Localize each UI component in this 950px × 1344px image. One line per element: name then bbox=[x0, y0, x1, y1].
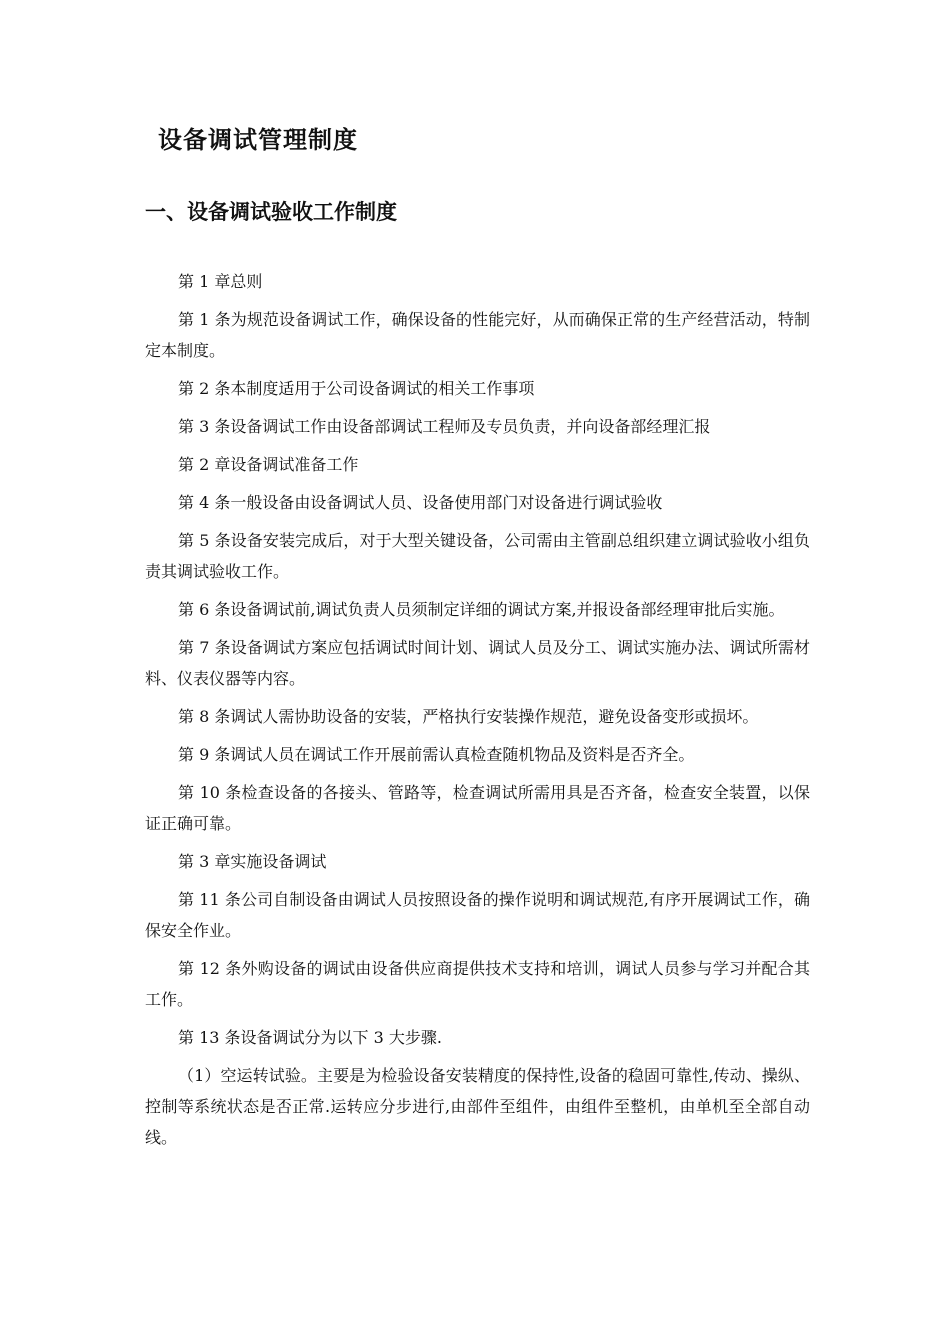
article-paragraph: 第 8 条调试人需协助设备的安装，严格执行安装操作规范，避免设备变形或损坏。 bbox=[178, 707, 759, 726]
article-paragraph: 第 5 条设备安装完成后，对于大型关键设备，公司需由主管副总组织建立调试验收小组负责其调试验收工作。 bbox=[145, 531, 810, 581]
article-paragraph: 第 11 条公司自制设备由调试人员按照设备的操作说明和调试规范,有序开展调试工作，确保安全作业。 bbox=[145, 890, 810, 940]
article-paragraph: 第 10 条检查设备的各接头、管路等，检查调试所需用具是否齐备，检查安全装置，以保证正确可靠。 bbox=[145, 783, 810, 833]
article-paragraph: 第 6 条设备调试前,调试负责人员须制定详细的调试方案,并报设备部经理审批后实施。 bbox=[178, 600, 785, 619]
chapter-heading: 第 1 章总则 bbox=[178, 272, 263, 291]
article-paragraph: 第 12 条外购设备的调试由设备供应商提供技术支持和培训，调试人员参与学习并配合其工作。 bbox=[145, 959, 810, 1009]
section-title: 一、设备调试验收工作制度 bbox=[145, 200, 397, 224]
article-paragraph: 第 9 条调试人员在调试工作开展前需认真检查随机物品及资料是否齐全。 bbox=[178, 745, 695, 764]
article-paragraph: 第 2 条本制度适用于公司设备调试的相关工作事项 bbox=[178, 379, 535, 398]
article-paragraph: 第 7 条设备调试方案应包括调试时间计划、调试人员及分工、调试实施办法、调试所需材料、仪表仪器等内容。 bbox=[145, 638, 810, 688]
list-item-paragraph: （1）空运转试验。主要是为检验设备安装精度的保持性,设备的稳固可靠性,传动、操纵、控制等系统状态是否正常.运转应分步进行,由部件至组件，由组件至整机，由单机至全部自动线。 bbox=[145, 1066, 810, 1147]
article-paragraph: 第 4 条一般设备由设备调试人员、设备使用部门对设备进行调试验收 bbox=[178, 493, 663, 512]
article-paragraph: 第 1 条为规范设备调试工作，确保设备的性能完好，从而确保正常的生产经营活动，特制定本制度。 bbox=[145, 310, 810, 360]
document-body bbox=[145, 266, 810, 1160]
chapter-heading: 第 2 章设备调试准备工作 bbox=[178, 455, 359, 474]
chapter-heading: 第 3 章实施设备调试 bbox=[178, 852, 327, 871]
document-title: 设备调试管理制度 bbox=[158, 126, 358, 154]
article-paragraph: 第 3 条设备调试工作由设备部调试工程师及专员负责，并向设备部经理汇报 bbox=[178, 417, 711, 436]
article-paragraph: 第 13 条设备调试分为以下 3 大步骤. bbox=[178, 1028, 442, 1047]
